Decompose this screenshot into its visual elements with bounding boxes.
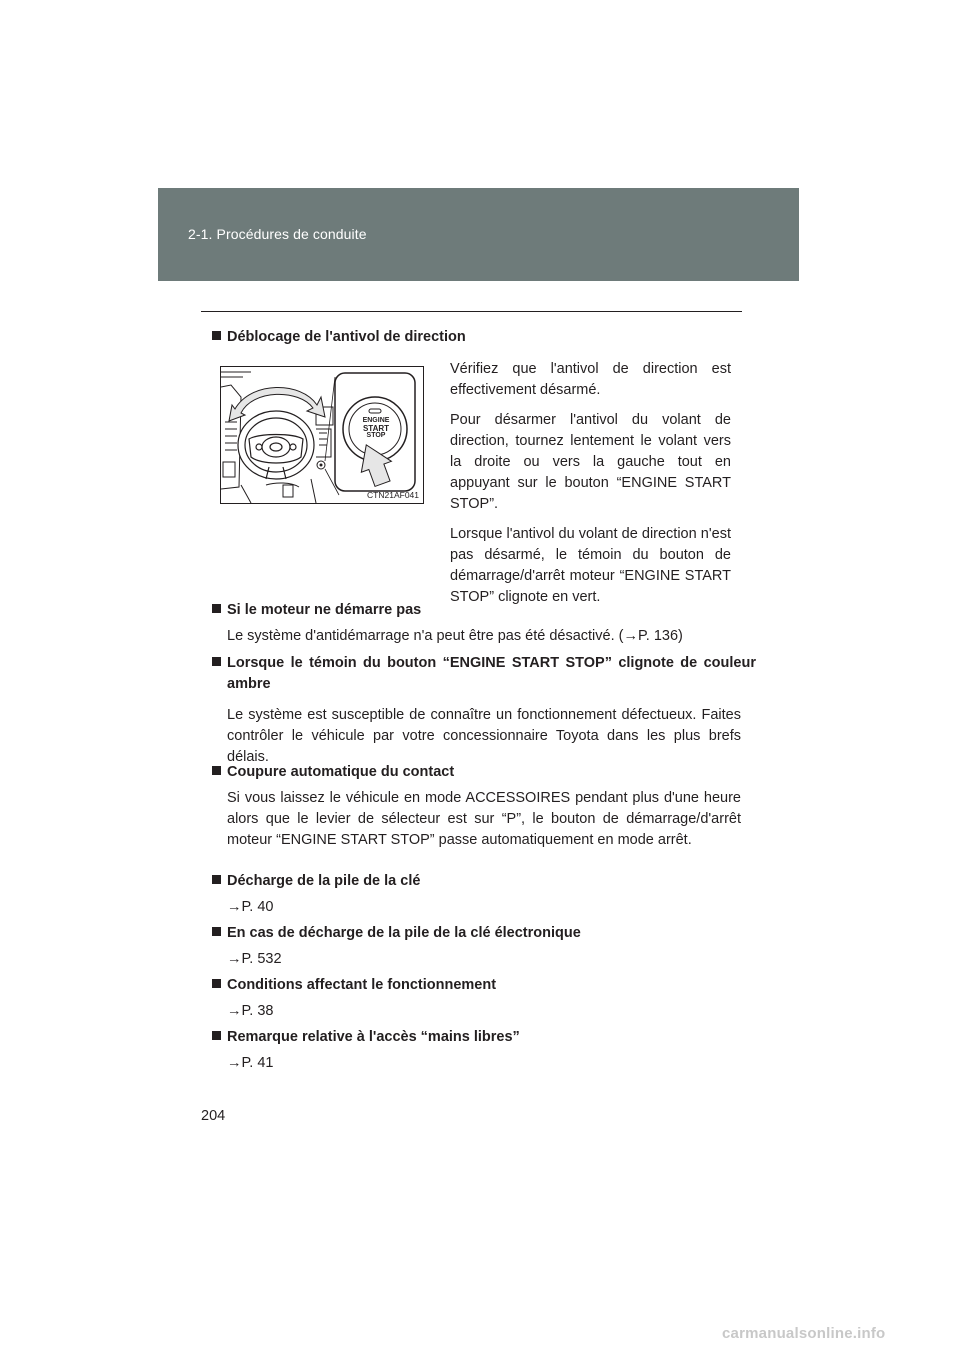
square-bullet-icon: [212, 927, 221, 936]
paragraph: Vérifiez que l'antivol de direction est effectivement désarmé.: [450, 361, 731, 398]
square-bullet-icon: [212, 766, 221, 775]
auto-power-off-text: Si vous laissez le véhicule en mode ACCESSOIRES pendant plus d'une heure alors que le levier de sélecteur est sur “P”, le bouton de démarrage/d'arrêt moteur “ENGINE START STOP” passe automatiquement en mode arrêt.: [227, 790, 741, 848]
engine-start-stop-button-label: ENGINE START STOP: [362, 417, 390, 439]
heading-key-battery: Décharge de la pile de la clé: [212, 871, 420, 892]
page-reference: →P. 38: [227, 1003, 274, 1019]
top-rule: [201, 311, 742, 312]
square-bullet-icon: [212, 604, 221, 613]
paragraph: Pour désarmer l'antivol du volant de direction, tournez lentement le volant vers la droite ou vers la gauche tout en appuyant sur le bouton “ENGINE START STOP”.: [450, 412, 731, 512]
square-bullet-icon: [212, 979, 221, 988]
heading-operating-conditions: Conditions affectant le fonctionnement: [212, 975, 496, 996]
heading-auto-power-off: Coupure automatique du contact: [212, 762, 454, 783]
steering-lock-text: [450, 359, 731, 617]
heading-engine-not-starting: Si le moteur ne démarre pas: [212, 600, 421, 621]
paragraph: Lorsque l'antivol du volant de direction n'est pas désarmé, le témoin du bouton de démarrage/d'arrêt moteur “ENGINE START STOP” clignote en vert.: [450, 526, 731, 605]
page-reference: →P. 40: [227, 899, 274, 915]
square-bullet-icon: [212, 875, 221, 884]
engine-not-starting-text: Le système d'antidémarrage n'a peut être pas été désactivé. (→P. 136): [227, 628, 683, 644]
square-bullet-icon: [212, 657, 221, 666]
figure-code: CTN21AF041: [367, 490, 419, 500]
section-header-band: [158, 188, 799, 281]
watermark: carmanualsonline.info: [722, 1325, 886, 1342]
heading-hands-free-access: Remarque relative à l'accès “mains libres”: [212, 1027, 520, 1048]
heading-amber-indicator: Lorsque le témoin du bouton “ENGINE START STOP” clignote de couleur ambre: [212, 653, 756, 695]
page-number: 204: [201, 1108, 226, 1124]
square-bullet-icon: [212, 331, 221, 340]
page-reference: →P. 41: [227, 1055, 274, 1071]
page-reference: →P. 532: [227, 951, 282, 967]
section-title: 2-1. Procédures de conduite: [188, 226, 367, 242]
heading-electronic-key-battery: En cas de décharge de la pile de la clé électronique: [212, 923, 581, 944]
amber-indicator-text: Le système est susceptible de connaître un fonctionnement défectueux. Faites contrôler le véhicule par votre concessionnaire Toyota dans les plus brefs délais.: [227, 707, 741, 765]
heading-steering-lock: Déblocage de l'antivol de direction: [212, 327, 466, 348]
steering-lock-illustration: [220, 366, 424, 504]
square-bullet-icon: [212, 1031, 221, 1040]
